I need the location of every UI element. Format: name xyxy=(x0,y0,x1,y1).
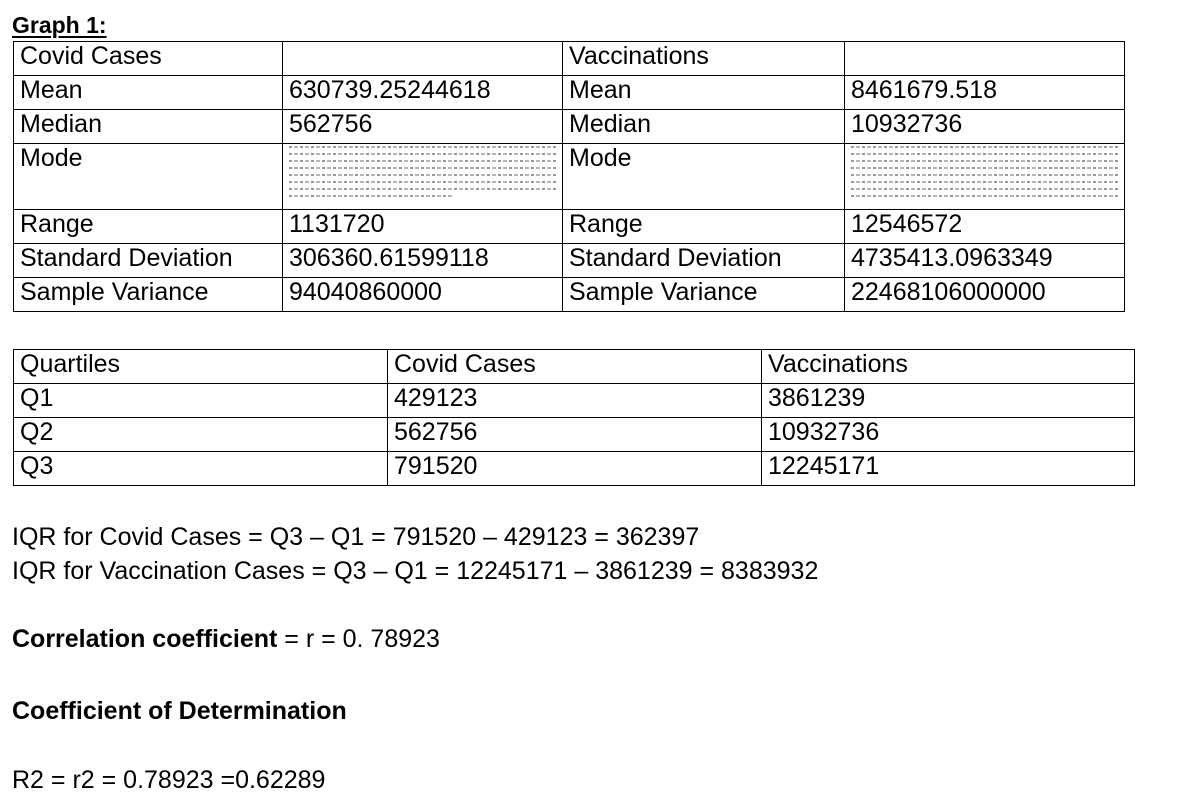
correlation-line xyxy=(12,624,440,654)
vacc-variance-value: 22468106000000 xyxy=(845,278,1125,312)
vaccinations-header: Vaccinations xyxy=(563,42,845,76)
table-row xyxy=(14,110,1125,144)
iqr-vaccination-line: IQR for Vaccination Cases = Q3 – Q1 = 12245171 – 3861239 = 8383932 xyxy=(12,557,819,585)
table-row xyxy=(14,418,1135,452)
vacc-quartile-value: 3861239 xyxy=(762,384,1135,418)
vacc-std-dev-value: 4735413.0963349 xyxy=(845,244,1125,278)
determination-heading: Coefficient of Determination xyxy=(12,697,347,725)
covid-mode-illegible-values xyxy=(283,144,563,210)
stat-label: Standard Deviation xyxy=(563,244,845,278)
stat-label: Range xyxy=(563,210,845,244)
stat-label: Mean xyxy=(14,76,283,110)
illegible-text-block xyxy=(851,146,1124,197)
covid-std-dev-value: 306360.61599118 xyxy=(283,244,563,278)
stat-label: Sample Variance xyxy=(14,278,283,312)
table-row xyxy=(14,144,1125,210)
vaccinations-header: Vaccinations xyxy=(762,350,1135,384)
stat-label: Mode xyxy=(563,144,845,210)
covid-header: Covid Cases xyxy=(14,42,283,76)
covid-cases-header: Covid Cases xyxy=(388,350,762,384)
vacc-median-value: 10932736 xyxy=(845,110,1125,144)
covid-quartile-value: 791520 xyxy=(388,452,762,486)
stat-label: Median xyxy=(563,110,845,144)
quartiles-table xyxy=(13,349,1135,486)
stat-label: Median xyxy=(14,110,283,144)
table-row xyxy=(14,210,1125,244)
statistics-table xyxy=(13,41,1125,312)
covid-variance-value: 94040860000 xyxy=(283,278,563,312)
covid-median-value: 562756 xyxy=(283,110,563,144)
correlation-label: Correlation coefficient xyxy=(12,625,278,653)
table-row xyxy=(14,384,1135,418)
table-row xyxy=(14,244,1125,278)
table-header-row xyxy=(14,350,1135,384)
quartile-label: Q1 xyxy=(14,384,388,418)
stat-label: Standard Deviation xyxy=(14,244,283,278)
covid-quartile-value: 429123 xyxy=(388,384,762,418)
stat-label: Range xyxy=(14,210,283,244)
determination-formula: R2 = r2 = 0.78923 =0.62289 xyxy=(12,766,326,794)
stat-label: Mode xyxy=(14,144,283,210)
table-row xyxy=(14,42,1125,76)
vacc-quartile-value: 10932736 xyxy=(762,418,1135,452)
quartile-label: Q2 xyxy=(14,418,388,452)
correlation-value: = r = 0. 78923 xyxy=(277,625,440,653)
quartiles-header: Quartiles xyxy=(14,350,388,384)
vacc-range-value: 12546572 xyxy=(845,210,1125,244)
empty-cell xyxy=(845,42,1125,76)
stat-label: Sample Variance xyxy=(563,278,845,312)
table-row xyxy=(14,278,1125,312)
covid-mean-value: 630739.25244618 xyxy=(283,76,563,110)
iqr-covid-line: IQR for Covid Cases = Q3 – Q1 = 791520 – 429123 = 362397 xyxy=(12,523,700,551)
empty-cell xyxy=(283,42,563,76)
vacc-quartile-value: 12245171 xyxy=(762,452,1135,486)
table-row xyxy=(14,452,1135,486)
vacc-mean-value: 8461679.518 xyxy=(845,76,1125,110)
table-row xyxy=(14,76,1125,110)
covid-quartile-value: 562756 xyxy=(388,418,762,452)
quartile-label: Q3 xyxy=(14,452,388,486)
graph-title: Graph 1: xyxy=(12,12,107,38)
vacc-mode-illegible-values xyxy=(845,144,1125,210)
illegible-text-block xyxy=(289,146,562,197)
covid-range-value: 1131720 xyxy=(283,210,563,244)
stat-label: Mean xyxy=(563,76,845,110)
